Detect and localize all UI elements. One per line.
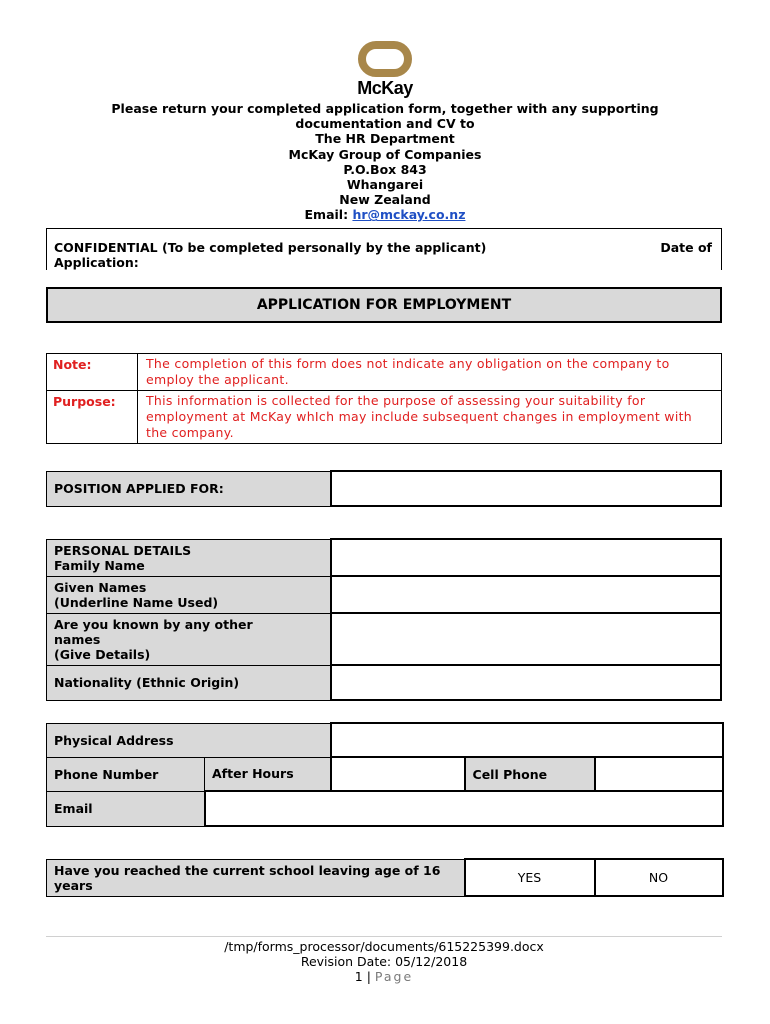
purpose-row [47,391,722,444]
date-of-label: Date of [660,240,712,255]
revision-date: Revision Date: 05/12/2018 [300,954,468,969]
note-row [47,354,722,391]
confidential-label: CONFIDENTIAL (To be completed personally by the applicant) [54,240,487,255]
header-line: P.O.Box 843 [343,161,427,177]
document-path: /tmp/forms_processor/documents/615225399.docx [224,939,544,954]
header-line: McKay Group of Companies [288,146,482,162]
position-table [46,470,722,507]
given-names-note: (Underline Name Used) [54,594,219,610]
email-line [60,207,710,222]
given-names-input[interactable] [331,576,722,613]
page-word: Page [374,969,414,984]
personal-details-table [46,538,722,701]
return-instructions [60,101,710,223]
purpose-text: This information is collected for the purpose of assessing your suitability for employment at McKay whIch may include subsequent changes in employment with the company. [138,391,722,444]
email-field-label: Email [47,791,205,826]
given-names-cell [47,576,331,613]
page-footer [46,939,722,984]
school-age-question: Have you reached the current school leaving age of 16 years [47,859,465,896]
email-link[interactable]: hr@mckay.co.nz [352,207,466,223]
confidential-box [46,228,722,270]
phone-number-label: Phone Number [47,757,205,791]
cell-phone-input[interactable] [595,757,723,791]
header-line: The HR Department [315,131,455,147]
header-line: Please return your completed application form, together with any supporting [111,101,659,116]
position-input[interactable] [331,471,722,506]
notes-table [46,353,722,444]
school-age-table [46,858,724,897]
logo-ring-icon [358,41,412,77]
header-line: New Zealand [339,192,431,208]
other-names-note: (Give Details) [54,646,151,662]
yes-option[interactable]: YES [465,859,595,896]
family-name-input[interactable] [331,539,722,576]
note-label: Note: [47,354,138,391]
cell-phone-label: Cell Phone [465,757,595,791]
footer-divider [46,936,722,937]
company-logo: McKay [357,78,413,98]
position-label: POSITION APPLIED FOR: [47,471,331,506]
other-names-cell [47,613,331,665]
after-hours-input[interactable] [331,757,465,791]
confidential-text [54,240,486,270]
other-names-input[interactable] [331,613,722,665]
personal-details-heading: PERSONAL DETAILS [54,542,192,558]
email-label: Email: [304,207,353,223]
nationality-input[interactable] [331,665,722,700]
email-input[interactable] [205,791,723,826]
header-line: documentation and CV to [295,116,475,132]
family-name-label: Family Name [54,557,145,573]
nationality-label: Nationality (Ethnic Origin) [47,665,331,700]
family-name-cell [47,539,331,576]
page-separator: | [362,969,375,984]
physical-address-input[interactable] [331,723,723,757]
note-text: The completion of this form does not indicate any obligation on the company to employ the applicant. [138,354,722,391]
application-label: Application: [54,255,139,270]
no-option[interactable]: NO [595,859,723,896]
page-indicator [46,969,722,984]
page-number: 1 [354,969,363,984]
other-names-label: names [54,631,101,647]
purpose-label: Purpose: [47,391,138,444]
header-line: Whangarei [346,177,424,193]
physical-address-label: Physical Address [47,723,331,757]
after-hours-label: After Hours [205,757,331,791]
given-names-label: Given Names [54,579,147,595]
other-names-label: Are you known by any other [54,616,253,632]
contact-table [46,722,724,827]
form-title: APPLICATION FOR EMPLOYMENT [46,287,722,323]
